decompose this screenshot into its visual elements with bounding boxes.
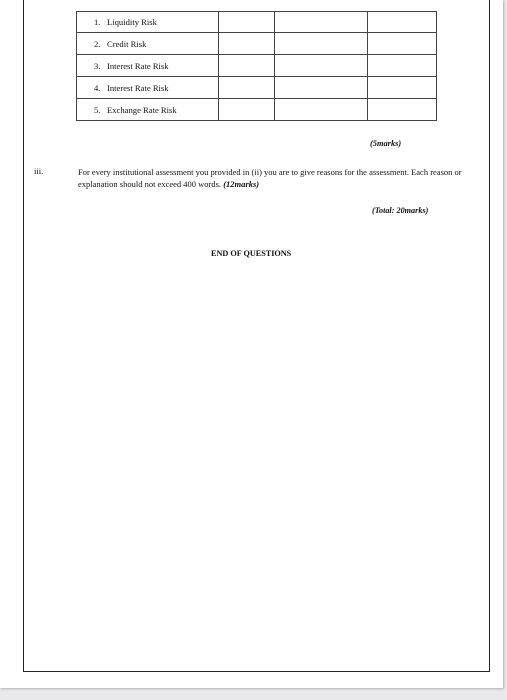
question-marks: (12marks) [223,179,260,189]
risk-label-cell [77,12,219,33]
risk-number: 2. [94,38,101,49]
empty-cell [368,55,437,77]
table-row [77,77,437,99]
empty-cell [219,12,275,33]
risk-label-cell [77,99,219,121]
empty-cell [219,55,275,77]
risk-label-cell [77,33,219,55]
empty-cell [275,55,368,77]
empty-cell [368,99,437,121]
risk-label: Interest Rate Risk [107,60,169,71]
empty-cell [219,99,275,121]
risk-label-cell [77,77,219,99]
table-row [77,33,437,55]
empty-cell [368,33,437,55]
empty-cell [219,77,275,99]
empty-cell [275,33,368,55]
question-text [78,166,482,190]
risk-label-cell [77,55,219,77]
table-row [77,12,437,33]
empty-cell [275,99,368,121]
empty-cell [275,12,368,33]
marks-label: (5marks) [370,139,402,148]
risk-number: 3. [94,60,101,71]
risk-number: 5. [94,104,101,115]
risk-label: Exchange Rate Risk [107,104,177,115]
empty-cell [368,77,437,99]
risk-number: 4. [94,82,101,93]
empty-cell [219,33,275,55]
question-numeral: iii. [34,166,44,176]
question-body: For every institutional assessment you provided in (ii) you are to give reasons for the assessment. Each reason or explanation should not exceed 400 words. [78,167,462,189]
risk-label: Credit Risk [107,38,147,49]
empty-cell [368,12,437,33]
risk-label: Interest Rate Risk [107,82,169,93]
empty-cell [275,77,368,99]
risk-label: Liquidity Risk [107,17,157,27]
table-row [77,55,437,77]
table-row [77,99,437,121]
end-of-questions: END OF QUESTIONS [211,249,292,258]
risk-table [76,11,437,121]
risk-number: 1. [94,17,101,27]
total-marks: (Total: 20marks) [372,206,429,215]
